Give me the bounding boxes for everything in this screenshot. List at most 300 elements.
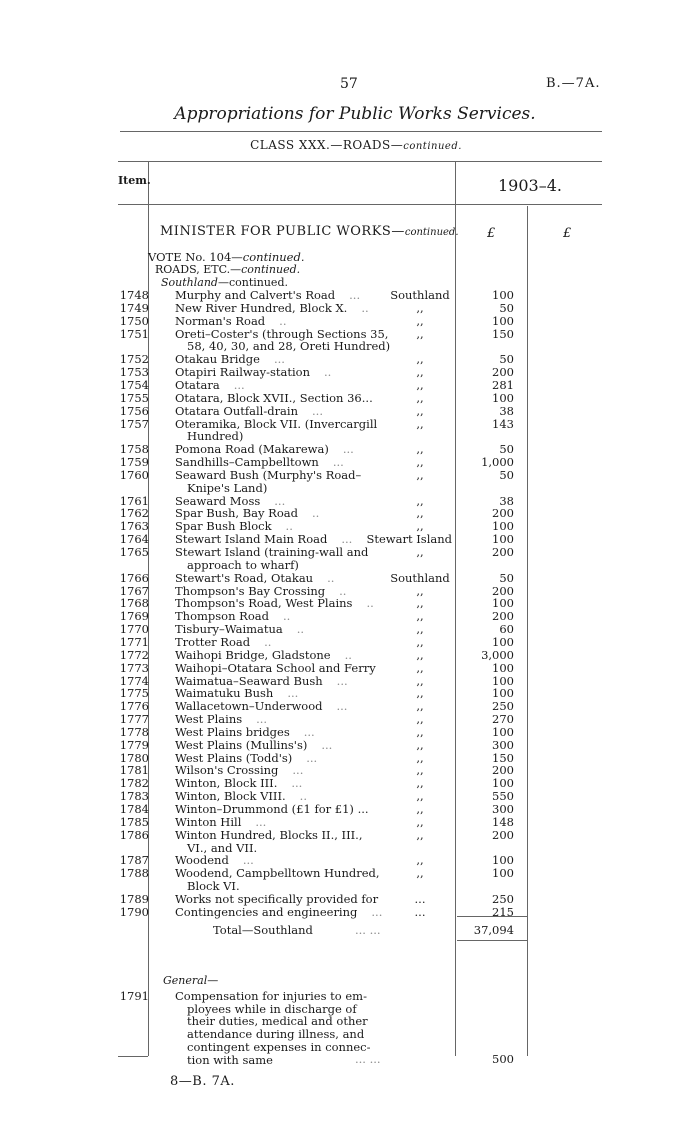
district: ,, [416,519,424,534]
table-row [0,853,700,866]
table-row [0,545,700,558]
item-description-text: Otapiri Railway-station [175,365,311,380]
item-description-text: Contingencies and engineering [175,904,358,919]
minister-continued: continued. [404,227,459,238]
table-row [0,815,700,828]
amount: 148 [492,814,514,829]
item-description-text: Hundred) [187,429,244,444]
table-row [0,494,700,507]
general-description-line: their duties, medical and other [187,1014,368,1029]
table-row [0,506,700,519]
leader-dots: .. [296,622,305,637]
item-description-text: Block VI. [187,879,240,894]
district: ,, [416,750,424,765]
table-row-continuation [0,481,700,494]
table-row [0,584,700,597]
table-row [0,866,700,879]
item-number: 1765 [119,545,149,559]
item-description-text: Seaward Bush (Murphy's Road– [175,467,362,482]
table-row-continuation [0,879,700,892]
minister-label: MINISTER FOR PUBLIC WORKS— [160,224,405,239]
general-heading: General— [163,974,219,987]
leader-dots: ... [306,750,318,765]
vote-continued: continued. [242,250,305,264]
item-description-text: Norman's Road [175,313,266,328]
table-row [0,828,700,841]
item-number: 1788 [119,866,149,881]
item-description-text: Otakau Bridge [175,352,260,367]
district: ,, [416,622,424,637]
leader-dots: ... [255,814,267,829]
item-description-text: Waimatuku Bush [175,686,274,701]
amount: 215 [492,904,514,919]
leader-dots: ... [312,403,323,418]
district: ,, [416,866,424,881]
southland-continued: —continued. [217,276,288,289]
district: ... [414,904,426,919]
year-column-header: 1903–4. [498,176,562,195]
minister-heading [160,224,459,239]
table-row [0,417,700,430]
table-row [0,738,700,751]
amount: 3,000 [481,647,514,662]
item-description-text: Works not specifically provided for [175,891,379,906]
amount: 100 [492,634,514,649]
district: ,, [416,467,424,482]
table-row [0,519,700,532]
table-row [0,686,700,699]
table-row [0,327,700,340]
item-number: 1762 [119,506,149,521]
item-description-text: Oreti–Coster's (through Sections 35, [175,326,389,341]
roads-label: ROADS, ETC.— [155,263,242,276]
amount: 200 [492,365,514,380]
item-description-text: approach to wharf) [187,557,299,572]
table-row-continuation [0,429,700,442]
table-row [0,301,700,314]
amount: 100 [492,660,514,675]
item-description-text: Stewart's Road, Otakau [175,570,314,585]
item-number: 1752 [119,352,149,367]
item-description-text: Stewart Island Main Road [175,532,328,547]
district: ... [414,891,426,906]
item-number: 1789 [119,891,149,906]
amount: 50 [499,570,514,585]
item-number: 1779 [119,737,149,752]
table-row [0,661,700,674]
item-description-text: Winton, Block VIII. [175,789,286,804]
class-continued: continued. [403,141,462,152]
amount: 270 [492,712,514,727]
amount: 200 [492,763,514,778]
item-description-text: Knipe's Land) [187,480,268,495]
amount: 100 [492,519,514,534]
total-southland-amount: 37,094 [473,923,514,937]
district: ,, [416,416,424,431]
leader-dots: .. [282,609,291,624]
table-row [0,404,700,417]
item-description-text: Waihopi–Otatara School and Ferry [175,660,376,675]
table-row-continuation [0,841,700,854]
district: ,, [416,634,424,649]
leader-dots: .. [299,789,307,804]
leader-dots: ... [273,352,285,367]
district: ,, [416,673,424,688]
district: ,, [416,724,424,739]
leader-dots: .. [279,313,287,328]
item-number: 1767 [119,583,149,598]
page-footer: 8—B. 7A. [170,1074,235,1089]
leader-dots: .. [312,506,320,521]
item-number: 1751 [119,326,149,341]
district: ,, [416,814,424,829]
amount: 281 [492,377,514,392]
item-description-text: Otatara, Block XVII., Section 36... [175,390,373,405]
amount: 200 [492,827,514,842]
item-number: 1772 [119,647,149,662]
amount: 250 [492,699,514,714]
table-row [0,378,700,391]
table-row [0,532,700,545]
table-row [0,802,700,815]
district: ,, [416,365,424,380]
southland-label: Southland [161,276,218,289]
amount: 150 [492,750,514,765]
amount: 100 [492,686,514,701]
amount: 200 [492,609,514,624]
general-description-line: attendance during illness, and [187,1027,365,1042]
district: ,, [416,390,424,405]
amount: 100 [492,724,514,739]
item-description-text: Otatara Outfall-drain [175,403,299,418]
table-row [0,391,700,404]
item-description-text: Sandhills–Campbelltown [175,455,319,470]
table-row [0,725,700,738]
table-row [0,892,700,905]
amount: 100 [492,776,514,791]
table-row-continuation [0,339,700,352]
leader-dots: ... [292,763,304,778]
leader-dots: ... [349,288,361,302]
district: ,, [416,699,424,714]
table-row [0,776,700,789]
item-number: 1759 [119,455,149,470]
general-description-line: Compensation for injuries to em- [175,989,367,1003]
table-row [0,609,700,622]
general-description-line: contingent expenses in connec- [187,1039,371,1054]
general-amount: 500 [492,1052,514,1066]
amount: 150 [492,326,514,341]
district: ,, [416,609,424,624]
table-row [0,455,700,468]
leader-dots: ... [291,776,303,791]
amount: 50 [499,442,514,457]
amount: 100 [492,288,514,302]
leader-dots: ... [242,853,254,868]
district: ,, [416,660,424,675]
amount: 200 [492,583,514,598]
item-description-text: 58, 40, 30, and 28, Oreti Hundred) [187,339,391,354]
leader-dots: ... [336,673,348,688]
item-description-text: Winton Hill [175,814,242,829]
amount: 100 [492,596,514,611]
table-row [0,596,700,609]
item-description-text: Waimatua–Seaward Bush [175,673,323,688]
leader-dots: ... [256,712,268,727]
general-item-number: 1791 [119,989,149,1003]
item-description-text: Winton, Block III. [175,776,278,791]
total-label-text: Total—Southland [213,923,313,937]
item-description-text: Winton Hundred, Blocks II., III., [175,827,363,842]
item-description [175,905,382,919]
district: ,, [416,455,424,470]
item-number: 1785 [119,814,149,829]
leader-dots: ... [342,442,354,457]
general-description-line: ployees while in discharge of [187,1001,357,1016]
item-number: 1756 [119,403,149,418]
leader-dots: .. [361,300,369,315]
roads-continued: continued. [241,263,301,276]
table-row [0,314,700,327]
amount: 50 [499,467,514,482]
table-row [0,622,700,635]
table-row [0,699,700,712]
amount: 60 [499,622,514,637]
roads-heading [155,263,300,276]
item-number: 1770 [119,622,149,637]
amount: 100 [492,866,514,881]
class-label: CLASS XXX.—ROADS— [250,138,404,152]
item-number: 1777 [119,712,149,727]
amount: 100 [492,853,514,868]
leader-dots: .. [344,647,352,662]
general-dots: ... ... [355,1052,381,1066]
leader-dots: .. [366,596,374,611]
item-description-text: West Plains [175,712,243,727]
district: ,, [416,506,424,521]
total-southland-label [213,923,381,937]
district: ,, [416,442,424,457]
item-number: 1764 [119,532,149,547]
item-number: 1760 [119,467,149,482]
item-description-text: Stewart Island (training-wall and [175,545,369,559]
page-title: Appropriations for Public Works Services. [174,104,536,124]
item-description-text: Otatara [175,377,220,392]
district: ,, [416,545,424,559]
amount: 50 [499,352,514,367]
item-number: 1773 [119,660,149,675]
district: ,, [416,789,424,804]
table-row [0,442,700,455]
leader-dots: ... [303,724,315,739]
item-number: 1769 [119,609,149,624]
item-description-text: Spar Bush, Bay Road [175,506,298,521]
item-description-text: Thompson's Road, West Plains [175,596,353,611]
amount: 300 [492,737,514,752]
item-number: 1776 [119,699,149,714]
item-description-text: West Plains (Todd's) [175,750,293,765]
item-number: 1755 [119,390,149,405]
item-number: 1768 [119,596,149,611]
district: ,, [416,802,424,816]
item-number: 1782 [119,776,149,791]
item-description-text: West Plains bridges [175,724,290,739]
amount: 38 [499,403,514,418]
table-header-rule [118,204,602,205]
item-description-text: Oteramika, Block VII. (Invercargill [175,416,378,431]
table-row [0,763,700,776]
item-description-text: VI., and VII. [187,840,258,855]
item-number: 1790 [119,904,149,919]
total-dots: ... ... [355,923,381,937]
district: ,, [416,583,424,598]
item-description-text: Seaward Moss [175,493,261,508]
district: ,, [416,326,424,341]
item-number: 1750 [119,313,149,328]
item-description-text: Wilson's Crossing [175,763,279,778]
amount: 100 [492,673,514,688]
district: ,, [416,403,424,418]
item-number: 1748 [119,288,149,302]
district: ,, [416,737,424,752]
item-number: 1780 [119,750,149,765]
district: ,, [416,352,424,367]
amount: 100 [492,532,514,547]
item-number: 1778 [119,724,149,739]
item-column-header: Item. [118,174,151,187]
item-description-text: West Plains (Mullins's) [175,737,308,752]
header-rule [120,131,602,132]
table-row [0,288,700,301]
item-description-text: Wallacetown–Underwood [175,699,323,714]
pound-sign-right: £ [563,226,572,241]
item-number: 1753 [119,365,149,380]
total-rule-top [457,916,527,917]
table-row [0,674,700,687]
item-description-text: Tisbury–Waimatua [175,622,283,637]
item-description-text: Pomona Road (Makarewa) [175,442,329,457]
pound-sign-left: £ [487,226,496,241]
table-row [0,468,700,481]
table-row [0,352,700,365]
item-number: 1766 [119,570,149,585]
district: ,, [416,712,424,727]
amount: 250 [492,891,514,906]
table-row-continuation [0,558,700,571]
class-heading [0,138,700,152]
amount: 1,000 [481,455,514,470]
vote-heading [148,250,305,264]
district: ,, [416,647,424,662]
amount: 200 [492,506,514,521]
district: Stewart Island [366,532,452,547]
district: ,, [416,493,424,508]
item-number: 1774 [119,673,149,688]
item-description-text: Spar Bush Block [175,519,272,534]
leader-dots: ... [287,686,299,701]
district: ,, [416,377,424,392]
leader-dots: ... [274,493,286,508]
amount: 143 [492,416,514,431]
item-number: 1783 [119,789,149,804]
table-row [0,751,700,764]
table-row [0,635,700,648]
item-description-text: Thompson Road [175,609,269,624]
district: ,, [416,596,424,611]
amount: 38 [499,493,514,508]
district: ,, [416,686,424,701]
item-description-text: Woodend, Campbelltown Hundred, [175,866,380,881]
table-top-rule [118,161,602,162]
amount: 200 [492,545,514,559]
item-number: 1787 [119,853,149,868]
amount: 100 [492,390,514,405]
item-number: 1763 [119,519,149,534]
table-row [0,571,700,584]
leader-dots: ... [336,699,348,714]
leader-dots: .. [324,365,332,380]
total-rule-bottom [457,940,527,941]
amount: 50 [499,300,514,315]
item-number: 1761 [119,493,149,508]
leader-dots: .. [327,570,335,585]
leader-dots: ... [332,455,344,470]
item-description-text: Trotter Road [175,634,251,649]
item-column-bottom [118,1056,148,1057]
item-number: 1775 [119,686,149,701]
table-row [0,365,700,378]
leader-dots: ... [371,904,383,919]
item-number: 1757 [119,416,149,431]
item-description-text: New River Hundred, Block X. [175,300,348,315]
district: Southland [390,570,450,585]
item-number: 1786 [119,827,149,842]
amount: 550 [492,789,514,804]
amount: 300 [492,802,514,816]
amount: 100 [492,313,514,328]
leader-dots: .. [339,583,347,598]
item-number: 1754 [119,377,149,392]
district: ,, [416,776,424,791]
district: Southland [390,288,450,302]
item-description-text: Woodend [175,853,229,868]
leader-dots: ... [321,737,333,752]
district: ,, [416,313,424,328]
table-row [0,905,700,918]
item-number: 1749 [119,300,149,315]
table-row [0,789,700,802]
item-number: 1784 [119,802,149,816]
general-description-line: tion with same [187,1052,273,1067]
item-number: 1771 [119,634,149,649]
item-description-text: Thompson's Bay Crossing [175,583,326,598]
item-number: 1758 [119,442,149,457]
item-description-text: Waihopi Bridge, Gladstone [175,647,331,662]
item-description-text: Winton–Drummond (£1 for £1) ... [175,802,369,816]
table-row [0,712,700,725]
item-number: 1781 [119,763,149,778]
district: ,, [416,853,424,868]
leader-dots: ... [341,532,353,547]
table-row [0,648,700,661]
leader-dots: ... [233,377,245,392]
leader-dots: .. [264,634,272,649]
leader-dots: .. [285,519,293,534]
page-number: 57 [340,76,358,92]
district: ,, [416,763,424,778]
item-description-text: Murphy and Calvert's Road [175,288,336,302]
district: ,, [416,300,424,315]
